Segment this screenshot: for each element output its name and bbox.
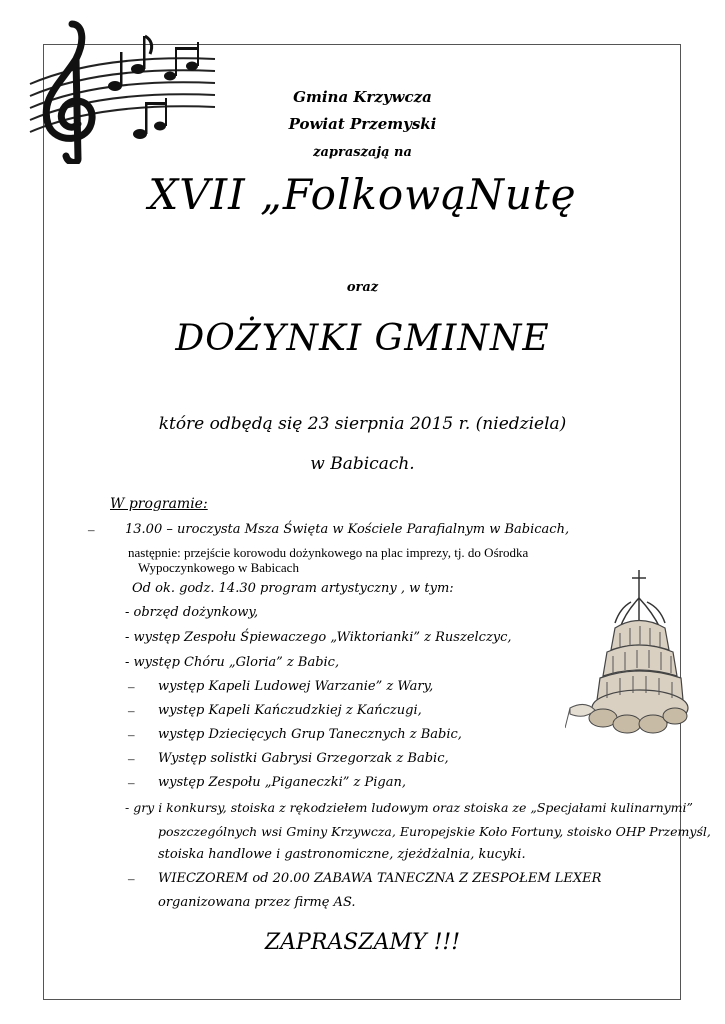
list-item: występ Zespołu „Piganeczki” z Pigan, xyxy=(158,775,406,790)
event-title: XVII „FolkowąNutę xyxy=(148,170,577,219)
program-heading: W programie: xyxy=(110,496,208,512)
list-item: - występ Zespołu Śpiewaczego „Wiktorianki” z Ruszelczyc, xyxy=(125,630,512,645)
conjunction: oraz xyxy=(346,280,379,295)
procession-line1: następnie: przejście korowodu dożynkowego na plac imprezy, tj. do Ośrodka xyxy=(128,545,529,560)
list-item: występ Dziecięcych Grup Tanecznych z Babic, xyxy=(158,727,462,742)
list-dash: – xyxy=(128,703,135,718)
games-line1: - gry i konkursy, stoiska z rękodziełem ludowym oraz stoiska ze „Specjałami kulinarnymi” xyxy=(125,800,693,815)
artistic-program-line: Od ok. godz. 14.30 program artystyczny , w tym: xyxy=(132,581,454,596)
event-place: w Babicach. xyxy=(310,454,415,474)
evening-line1: WIECZOREM od 20.00 ZABAWA TANECZNA Z ZESPOŁEM LEXER xyxy=(158,871,602,886)
list-dash: – xyxy=(128,775,135,790)
list-item: - obrzęd dożynkowy, xyxy=(125,605,259,620)
list-item: występ Kapeli Ludowej Warzanie” z Wary, xyxy=(158,679,434,694)
closing-invitation: ZAPRASZAMY !!! xyxy=(264,930,461,955)
mass-line: 13.00 – uroczysta Msza Święta w Kościele Parafialnym w Babicach, xyxy=(125,522,570,537)
county-name: Powiat Przemyski xyxy=(288,115,437,133)
list-item: Występ solistki Gabrysi Grzegorzak z Babic, xyxy=(158,751,449,766)
municipality-name: Gmina Krzywcza xyxy=(293,88,432,106)
list-item: - występ Chóru „Gloria” z Babic, xyxy=(125,655,340,670)
event-date: które odbędą się 23 sierpnia 2015 r. (niedziela) xyxy=(158,414,567,434)
list-dash: – xyxy=(88,522,95,537)
list-item: występ Kapeli Kańczudzkiej z Kańczugi, xyxy=(158,703,422,718)
games-line3: stoiska handlowe i gastronomiczne, zjeżdżalnia, kucyki. xyxy=(158,847,526,862)
event-subtitle: DOŻYNKI GMINNE xyxy=(175,318,550,359)
evening-line2: organizowana przez firmę AS. xyxy=(158,895,356,910)
procession-line2: Wypoczynkowego w Babicach xyxy=(138,560,299,575)
games-line2: poszczególnych wsi Gminy Krzywcza, Europejskie Koło Fortuny, stoisko OHP Przemyśl, xyxy=(158,824,711,839)
list-dash: – xyxy=(128,727,135,742)
invite-line: zapraszają na xyxy=(313,145,412,160)
list-dash: – xyxy=(128,871,135,886)
list-dash: – xyxy=(128,679,135,694)
harvest-wreath-icon xyxy=(565,568,690,743)
list-dash: – xyxy=(128,751,135,766)
